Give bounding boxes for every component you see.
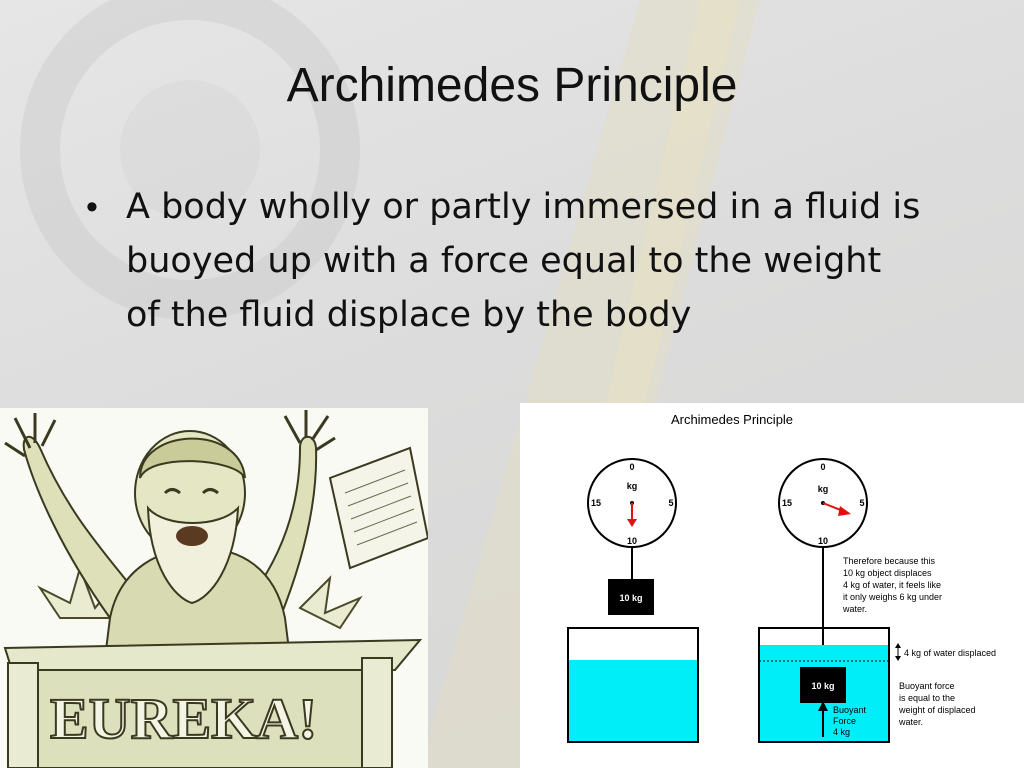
buoyant-explanation — [898, 681, 976, 727]
right-scale-unit: kg — [817, 484, 829, 494]
left-scale-top: 0 — [629, 462, 635, 472]
left-scale-left: 15 — [590, 498, 602, 508]
right-scale-right: 5 — [859, 498, 865, 508]
down-arrow-icon — [895, 656, 901, 661]
buoyant-label-line-2: Force — [833, 716, 857, 726]
right-scale-left: 15 — [781, 498, 793, 508]
bullet-list — [86, 180, 946, 342]
explanation-line-3: 4 kg of water, it feels like — [843, 580, 942, 590]
bullet-item — [86, 180, 946, 342]
bullet-text: A body wholly or partly immersed in a fluid is buoyed up with a force equal to the weight of the fluid displace by the body — [126, 187, 921, 335]
slide-title: Archimedes Principle — [286, 59, 738, 112]
right-weight-label: 10 kg — [811, 681, 835, 691]
eureka-illustration — [0, 408, 428, 768]
left-weight-label: 10 kg — [619, 593, 643, 603]
displaced-indicator — [895, 643, 996, 661]
buoyant-explain-line-4: water. — [899, 717, 924, 727]
scroll-icon — [330, 448, 428, 568]
left-scale-unit: kg — [626, 481, 638, 491]
diagram-title: Archimedes Principle — [670, 412, 794, 427]
left-scale — [588, 459, 676, 615]
explanation-line-2: 10 kg object displaces — [843, 568, 932, 578]
eureka-sign-text: EUREKA! — [50, 686, 318, 751]
explanation-line-5: water. — [843, 604, 868, 614]
up-arrow-icon — [895, 643, 901, 648]
buoyant-label-line-1: Buoyant — [833, 705, 867, 715]
explanation-line-1: Therefore because this — [843, 556, 936, 566]
explanation-line-4: it only weighs 6 kg under — [843, 592, 943, 602]
displaced-label: 4 kg of water displaced — [904, 648, 997, 658]
right-scale-bottom: 10 — [817, 536, 829, 546]
buoyant-label-line-3: 4 kg — [833, 727, 851, 737]
explanation-text — [842, 556, 942, 614]
buoyant-explain-line-2: is equal to the — [899, 693, 956, 703]
left-scale-bottom: 10 — [626, 536, 638, 546]
right-tank — [759, 628, 889, 742]
diagram-svg — [520, 403, 1024, 768]
archimedes-diagram — [520, 403, 1024, 768]
left-scale-right: 5 — [668, 498, 674, 508]
buoyant-explain-line-3: weight of displaced — [899, 705, 976, 715]
left-tank — [568, 628, 698, 742]
eureka-cartoon — [0, 408, 428, 768]
buoyant-explain-line-1: Buoyant force — [899, 681, 955, 691]
right-scale-top: 0 — [820, 462, 826, 472]
bullet-marker: • — [86, 188, 98, 226]
